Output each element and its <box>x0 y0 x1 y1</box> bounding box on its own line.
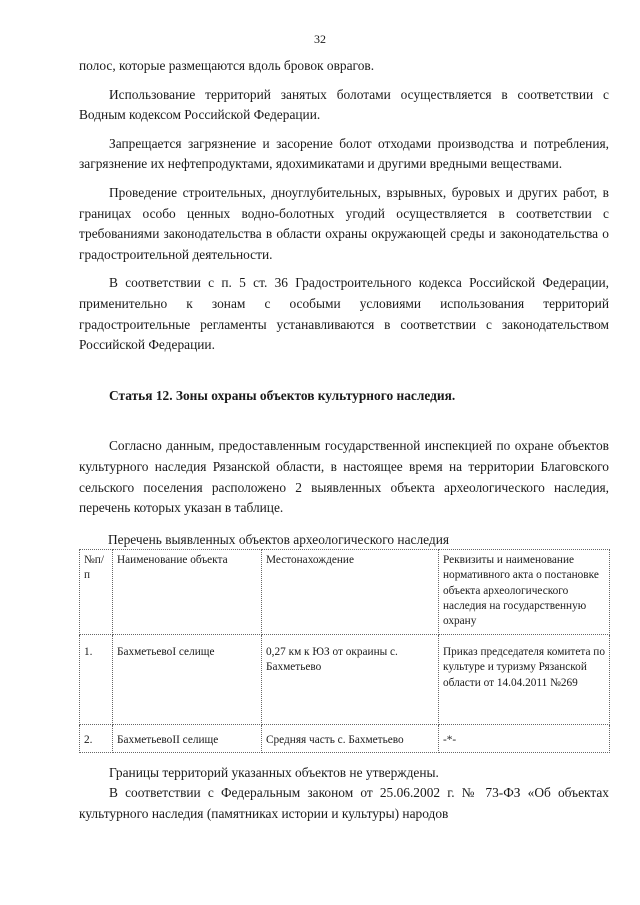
heritage-objects-table <box>79 549 610 753</box>
paragraph: Согласно данным, предоставленным государственной инспекцией по охране объектов культурного наследия Рязанской области, в настоящее время на территории Благовского сельского поселения расположено 2 выявленных объекта археологического наследия, перечень которых указан в таблице. <box>79 438 609 516</box>
cell-location: Средняя часть с. Бахметьево <box>262 724 439 752</box>
cell-name: БахметьевоI селище <box>113 634 262 724</box>
table-row <box>80 724 610 752</box>
paragraph: Использование территорий занятых болотами осуществляется в соответствии с Водным кодексом Российской Федерации. <box>79 86 609 123</box>
paragraph: В соответствии с п. 5 ст. 36 Градостроительного кодекса Российской Федерации, применительно к зонам с особыми условиями использования территорий градостроительные регламенты устанавливаются в соответствии с законодательством Российской Федерации. <box>79 275 609 353</box>
article-heading: Статья 12. Зоны охраны объектов культурного наследия. <box>109 387 456 403</box>
table-row <box>80 634 610 724</box>
paragraph: Запрещается загрязнение и засорение болот отходами производства и потребления, загрязнение их нефтепродуктами, ядохимикатами и другими вредными веществами. <box>79 135 609 172</box>
paragraph: Границы территорий указанных объектов не утверждены. <box>109 764 439 780</box>
page-number: 32 <box>314 32 326 46</box>
paragraph: полос, которые размещаются вдоль бровок оврагов. <box>79 58 375 73</box>
paragraph: В соответствии с Федеральным законом от 25.06.2002 г. № 73-ФЗ «Об объектах культурного наследия (памятниках истории и культуры) народов <box>79 785 609 821</box>
table-header-row <box>80 549 610 634</box>
cell-location: 0,27 км к ЮЗ от окраины с. Бахметьево <box>262 634 439 724</box>
header-cell-act: Реквизиты и наименование нормативного акта о постановке объекта археологического наследия на государственную охрану <box>439 549 610 634</box>
paragraph: Проведение строительных, дноуглубительных, взрывных, буровых и других работ, в границах особо ценных водно-болотных угодий осуществляется в соответствии с требованиями законодательства в области охраны окружающей среды и законодательства о градостроительной деятельности. <box>79 184 609 262</box>
table-caption: Перечень выявленных объектов археологического наследия <box>108 531 450 547</box>
cell-number: 1. <box>80 634 113 724</box>
header-cell-location: Местонахождение <box>262 549 439 634</box>
header-cell-name: Наименование объекта <box>113 549 262 634</box>
header-cell-number: №п/п <box>80 549 113 634</box>
cell-name: БахметьевоII селище <box>113 724 262 752</box>
cell-number: 2. <box>80 724 113 752</box>
cell-act: -*- <box>439 724 610 752</box>
cell-act: Приказ председателя комитета по культуре и туризму Рязанской области от 14.04.2011 №269 <box>439 634 610 724</box>
document-body <box>79 56 609 824</box>
